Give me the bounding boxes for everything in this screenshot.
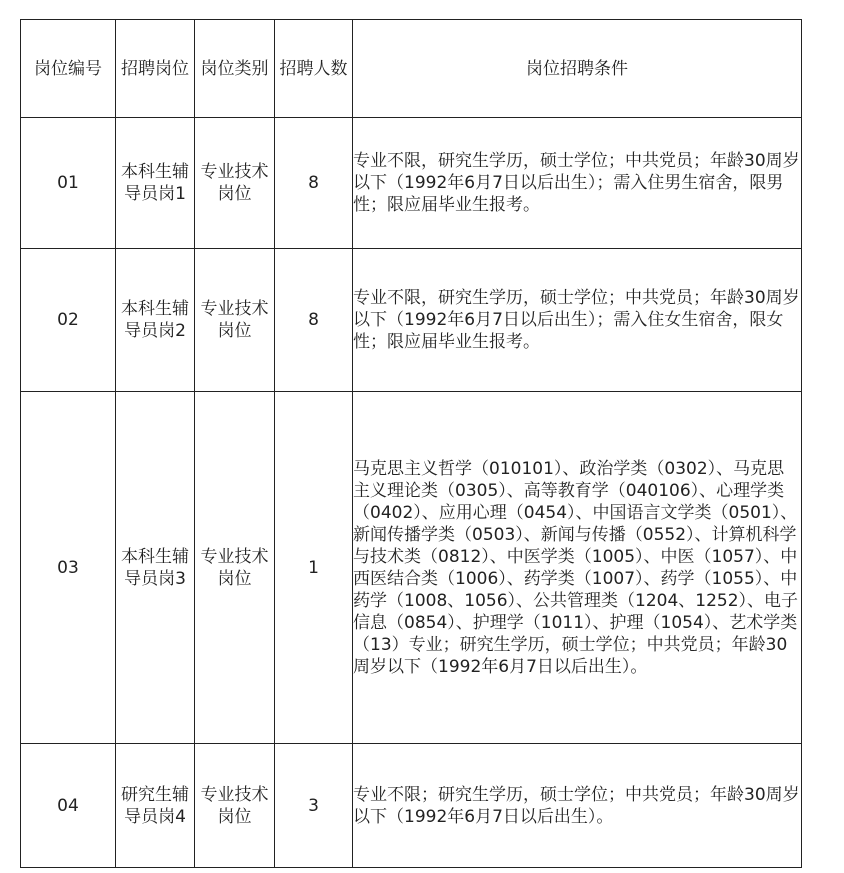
cell-post-name: 本科生辅导员岗2 bbox=[116, 249, 195, 392]
cell-conditions: 马克思主义哲学（010101）、政治学类（0302）、马克思主义理论类（0305）、高等教育学（040106）、心理学类（0402）、应用心理（0454）、中国语言文学类（0501）、新闻传播学类（0503）、新闻与传播（0552）、计算机科学与技术类（0812）、中医学类（1005）、中医（1057）、中西医结合类（1006）、药学类（1007）、药学（1055）、中药学（1008、1056）、公共管理类（1204、1252）、电子信息（0854）、护理学（1011）、护理（1054）、艺术学类（13）专业；研究生学历，硕士学位；中共党员；年龄30周岁以下（1992年6月7日以后出生）。 bbox=[353, 392, 802, 744]
table-row bbox=[21, 744, 802, 868]
cell-post-code: 03 bbox=[21, 392, 116, 744]
table-row bbox=[21, 118, 802, 249]
cell-post-name: 本科生辅导员岗1 bbox=[116, 118, 195, 249]
cell-conditions: 专业不限；研究生学历，硕士学位；中共党员；年龄30周岁以下（1992年6月7日以后出生）。 bbox=[353, 744, 802, 868]
header-post-name: 招聘岗位 bbox=[116, 20, 195, 118]
header-post-category: 岗位类别 bbox=[195, 20, 275, 118]
cell-headcount: 3 bbox=[275, 744, 353, 868]
cell-post-category: 专业技术岗位 bbox=[195, 392, 275, 744]
header-conditions: 岗位招聘条件 bbox=[353, 20, 802, 118]
recruitment-table bbox=[20, 19, 802, 868]
cell-post-category: 专业技术岗位 bbox=[195, 249, 275, 392]
cell-conditions: 专业不限，研究生学历，硕士学位；中共党员；年龄30周岁以下（1992年6月7日以后出生）；需入住女生宿舍，限女性；限应届毕业生报考。 bbox=[353, 249, 802, 392]
cell-post-code: 02 bbox=[21, 249, 116, 392]
cell-headcount: 1 bbox=[275, 392, 353, 744]
cell-headcount: 8 bbox=[275, 118, 353, 249]
cell-post-category: 专业技术岗位 bbox=[195, 744, 275, 868]
table-row bbox=[21, 249, 802, 392]
header-post-code: 岗位编号 bbox=[21, 20, 116, 118]
cell-post-category: 专业技术岗位 bbox=[195, 118, 275, 249]
table-row bbox=[21, 392, 802, 744]
cell-post-name: 研究生辅导员岗4 bbox=[116, 744, 195, 868]
cell-post-code: 04 bbox=[21, 744, 116, 868]
header-headcount: 招聘人数 bbox=[275, 20, 353, 118]
cell-post-code: 01 bbox=[21, 118, 116, 249]
table-header-row bbox=[21, 20, 802, 118]
cell-conditions: 专业不限，研究生学历，硕士学位；中共党员；年龄30周岁以下（1992年6月7日以后出生）；需入住男生宿舍，限男性；限应届毕业生报考。 bbox=[353, 118, 802, 249]
cell-post-name: 本科生辅导员岗3 bbox=[116, 392, 195, 744]
cell-headcount: 8 bbox=[275, 249, 353, 392]
